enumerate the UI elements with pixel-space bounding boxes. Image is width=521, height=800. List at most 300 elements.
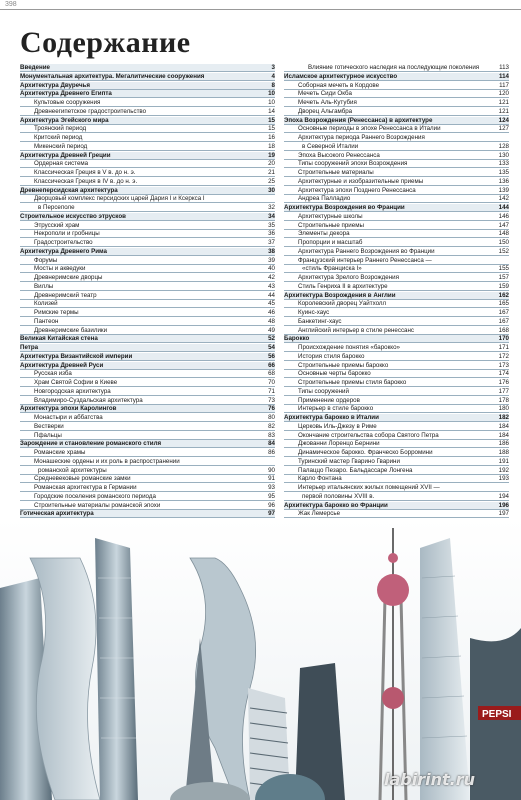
page-number: 398 bbox=[5, 1, 17, 8]
toc-entry-title: Барокко bbox=[284, 335, 310, 343]
toc-entry[interactable] bbox=[20, 125, 275, 133]
toc-entry-title: Монашеские ордены и их роль в распространении bbox=[34, 457, 180, 465]
toc-entry[interactable] bbox=[284, 108, 509, 116]
toc-entry-title: Пфальцы bbox=[34, 431, 62, 439]
toc-entry[interactable] bbox=[284, 152, 509, 160]
toc-entry[interactable] bbox=[284, 370, 509, 378]
toc-entry-title: Виллы bbox=[34, 282, 54, 290]
toc-entry-page: 10 bbox=[268, 90, 275, 98]
toc-entry-title: Зарождение и становление романского стиля bbox=[20, 440, 162, 448]
toc-entry-page: 52 bbox=[268, 335, 275, 343]
toc-entry[interactable] bbox=[20, 117, 275, 125]
toc-entry-page: 170 bbox=[498, 335, 509, 343]
toc-entry-page: 147 bbox=[498, 221, 509, 229]
toc-entry-title: Архитектурные школы bbox=[298, 212, 363, 220]
toc-entry-page: 121 bbox=[498, 107, 509, 115]
toc-entry[interactable] bbox=[20, 309, 275, 317]
toc-entry[interactable] bbox=[20, 388, 275, 396]
toc-entry-page: 54 bbox=[268, 344, 275, 351]
toc-entry[interactable] bbox=[284, 134, 509, 142]
toc-entry-page: 186 bbox=[498, 440, 509, 448]
toc-entry-title: Архитектура эпохи Каролингов bbox=[20, 405, 117, 413]
toc-entry-title: Жак Лемерсье bbox=[298, 510, 341, 518]
toc-entry-page: 68 bbox=[268, 370, 275, 378]
toc-entry-page: 191 bbox=[498, 457, 509, 465]
toc-entry[interactable] bbox=[20, 405, 275, 413]
toc-entry-page: 117 bbox=[499, 81, 509, 89]
toc-entry-title: Французский интерьер Раннего Ренессанса — bbox=[298, 256, 432, 264]
toc-entry-title: Динамическое барокко. Франческо Борромини bbox=[298, 449, 433, 456]
toc-entry-title: Архитектура Византийской империи bbox=[20, 352, 133, 360]
toc-entry-page: 19 bbox=[268, 151, 275, 159]
toc-entry[interactable] bbox=[20, 440, 275, 448]
toc-entry-title: Дворцовый комплекс персидских царей Дария I и Ксеркса I bbox=[34, 195, 205, 203]
toc-entry[interactable] bbox=[284, 82, 509, 90]
toc-entry-title: Дворец Альгамбра bbox=[298, 107, 353, 115]
toc-entry-title: Архитектура эпохи Позднего Ренессанса bbox=[298, 186, 416, 194]
toc-entry-page: 84 bbox=[268, 440, 275, 448]
toc-entry-page: 97 bbox=[268, 510, 275, 518]
toc-entry[interactable] bbox=[284, 73, 509, 81]
toc-entry[interactable] bbox=[284, 248, 509, 256]
toc-entry-title: Джованни Лоренцо Бернини bbox=[298, 440, 380, 448]
toc-entry-page: 150 bbox=[498, 239, 509, 246]
toc-entry[interactable] bbox=[20, 143, 275, 151]
toc-entry-page: 91 bbox=[268, 475, 275, 483]
toc-entry-title: Туринский мастер Гварино Гварини bbox=[298, 457, 400, 465]
toc-entry[interactable] bbox=[20, 292, 275, 300]
toc-entry-page: 167 bbox=[498, 309, 509, 316]
toc-entry-page: 14 bbox=[268, 107, 275, 115]
toc-entry-title: Мосты и акведуки bbox=[34, 265, 86, 273]
toc-entry[interactable] bbox=[284, 423, 509, 431]
toc-entry-title: Древнеперсидская архитектура bbox=[20, 186, 118, 194]
toc-entry[interactable] bbox=[284, 388, 509, 396]
toc-entry[interactable] bbox=[284, 64, 509, 72]
toc-entry[interactable] bbox=[20, 484, 275, 492]
toc-entry[interactable] bbox=[284, 397, 509, 405]
toc-entry-page: 114 bbox=[499, 72, 509, 80]
toc-entry-title: Элементы декора bbox=[298, 230, 350, 238]
toc-entry-title: Средневековые романские замки bbox=[34, 475, 131, 483]
toc-entry-title: Королевский дворец Уайтхолл bbox=[298, 300, 387, 308]
toc-entry-title: Строительные приемы стиля барокко bbox=[298, 379, 407, 386]
toc-entry-page: 35 bbox=[268, 221, 275, 229]
toc-entry-title: Строительные приемы барокко bbox=[298, 361, 389, 369]
toc-entry-title: Андреа Палладио bbox=[298, 195, 351, 203]
toc-entry[interactable] bbox=[20, 178, 275, 186]
toc-entry[interactable] bbox=[20, 458, 275, 466]
toc-entry-page: 21 bbox=[268, 169, 275, 176]
toc-entry-title: Великая Китайская стена bbox=[20, 335, 98, 343]
toc-entry-page: 180 bbox=[498, 405, 509, 413]
toc-entry-title: Архитектура Зрелого Возрождения bbox=[298, 274, 399, 281]
toc-entry-title: Интерьер в стиле барокко bbox=[298, 405, 374, 413]
toc-entry-page: 177 bbox=[498, 387, 509, 395]
toc-entry-page: 15 bbox=[268, 125, 275, 133]
toc-entry-page: 176 bbox=[498, 379, 509, 386]
toc-entry-page: 18 bbox=[268, 142, 275, 150]
toc-entry-page: 155 bbox=[498, 265, 509, 273]
toc-entry[interactable] bbox=[284, 379, 509, 387]
toc-entry-page: 39 bbox=[268, 256, 275, 264]
toc-entry-title: Вестверки bbox=[34, 422, 64, 430]
toc-entry-page: 45 bbox=[268, 300, 275, 308]
toc-entry-page: 71 bbox=[268, 387, 275, 395]
toc-entry[interactable] bbox=[20, 99, 275, 107]
toc-entry-title: Этрусский храм bbox=[34, 221, 80, 229]
toc-entry[interactable] bbox=[284, 353, 509, 361]
toc-entry-title: Культовые сооружения bbox=[34, 99, 101, 106]
toc-entry[interactable] bbox=[284, 300, 509, 308]
toc-entry-page: 38 bbox=[268, 247, 275, 255]
toc-entry-title: Банкетинг-хаус bbox=[298, 317, 342, 325]
toc-entry[interactable] bbox=[20, 195, 275, 203]
toc-entry-page: 34 bbox=[268, 212, 275, 220]
toc-entry-page: 49 bbox=[268, 326, 275, 334]
toc-entry[interactable] bbox=[20, 327, 275, 335]
toc-entry-page: 182 bbox=[498, 414, 509, 421]
toc-entry[interactable] bbox=[20, 265, 275, 273]
toc-entry-title: первой половины XVIII в. bbox=[302, 492, 375, 500]
toc-entry-title: История стиля барокко bbox=[298, 352, 365, 360]
toc-entry-page: 197 bbox=[498, 510, 509, 518]
toc-entry[interactable] bbox=[284, 222, 509, 230]
toc-entry[interactable] bbox=[284, 414, 509, 422]
toc-entry[interactable] bbox=[20, 493, 275, 501]
toc-entry-page: 82 bbox=[268, 422, 275, 430]
toc-entry[interactable] bbox=[20, 160, 275, 168]
toc-entry-page: 56 bbox=[268, 352, 275, 360]
toc-entry[interactable] bbox=[284, 213, 509, 221]
skyline-illustration bbox=[0, 518, 521, 800]
toc-entry-page: 162 bbox=[498, 291, 509, 299]
toc-entry[interactable] bbox=[284, 187, 509, 195]
toc-entry-page: 133 bbox=[498, 160, 509, 168]
toc-entry[interactable] bbox=[284, 178, 509, 186]
toc-entry-page: 48 bbox=[268, 317, 275, 325]
toc-entry-page: 37 bbox=[268, 239, 275, 246]
toc-entry-title: Древнеримский театр bbox=[34, 291, 97, 299]
toc-entry[interactable] bbox=[284, 257, 509, 265]
toc-entry-title: Троянский период bbox=[34, 125, 87, 133]
toc-entry-title: Типы сооружений эпохи Возрождения bbox=[298, 160, 408, 168]
toc-entry-page: 159 bbox=[498, 282, 509, 290]
toc-entry-title: Романская архитектура в Германии bbox=[34, 484, 137, 491]
toc-entry-page: 83 bbox=[268, 431, 275, 439]
toc-entry[interactable] bbox=[284, 283, 509, 291]
toc-entry[interactable] bbox=[284, 195, 509, 203]
toc-entry-title: Куинс-хаус bbox=[298, 309, 330, 316]
toc-entry-title: Типы сооружений bbox=[298, 387, 349, 395]
toc-entry-title: Архитектура периода Раннего Возрождения bbox=[298, 134, 425, 141]
toc-entry-title: Архитектура Древней Руси bbox=[20, 361, 104, 369]
toc-entry-title: Происхождение понятия «барокко» bbox=[298, 344, 400, 351]
toc-entry-title: Интерьер итальянских жилых помещений XVII — bbox=[298, 484, 440, 491]
toc-entry[interactable] bbox=[20, 318, 275, 326]
toc-entry-title: Строительные материалы романской эпохи bbox=[34, 501, 161, 509]
toc-entry-title: Основные периоды в эпохе Ренессанса в Италии bbox=[298, 125, 441, 133]
toc-entry[interactable] bbox=[20, 414, 275, 422]
toc-entry-title: Карло Фонтана bbox=[298, 475, 342, 483]
toc-entry[interactable] bbox=[20, 213, 275, 221]
toc-entry-title: Эпоха Высокого Ренессанса bbox=[298, 151, 380, 159]
toc-entry-page: 142 bbox=[498, 195, 509, 203]
toc-entry-page: 20 bbox=[268, 160, 275, 168]
toc-entry[interactable] bbox=[284, 502, 509, 510]
toc-entry-page: 120 bbox=[498, 90, 509, 98]
toc-entry-title: Церковь Иль-Джезу в Риме bbox=[298, 422, 377, 430]
toc-entry-page: 121 bbox=[498, 99, 509, 106]
toc-entry[interactable] bbox=[284, 405, 509, 413]
toc-entry-title: Архитектура Древнего Рима bbox=[20, 247, 107, 255]
toc-entry[interactable] bbox=[20, 64, 275, 72]
toc-entry-page: 127 bbox=[498, 125, 509, 133]
toc-entry[interactable] bbox=[20, 449, 275, 457]
toc-entry-title: Строительные приемы bbox=[298, 221, 364, 229]
toc-entry-page: 196 bbox=[498, 501, 509, 509]
toc-entry-page: 144 bbox=[498, 204, 509, 211]
toc-entry[interactable] bbox=[20, 134, 275, 142]
toc-entry[interactable] bbox=[284, 449, 509, 457]
toc-entry[interactable] bbox=[284, 265, 509, 273]
toc-entry-title: Некрополи и гробницы bbox=[34, 230, 100, 238]
toc-entry[interactable] bbox=[284, 99, 509, 107]
toc-entry-title: Влияние готического наследия на последующие поколения bbox=[308, 64, 480, 71]
toc-entry-title: Городские поселения романского периода bbox=[34, 492, 156, 500]
toc-entry-page: 194 bbox=[498, 492, 509, 500]
toc-entry-title: Исламское архитектурное искусство bbox=[284, 72, 398, 80]
toc-entry[interactable] bbox=[20, 187, 275, 195]
toc-entry-page: 8 bbox=[271, 81, 275, 89]
toc-entry[interactable] bbox=[20, 108, 275, 116]
toc-entry[interactable] bbox=[20, 73, 275, 81]
toc-entry[interactable] bbox=[284, 458, 509, 466]
toc-entry[interactable] bbox=[20, 344, 275, 352]
toc-entry-page: 172 bbox=[498, 352, 509, 360]
toc-entry-page: 43 bbox=[268, 282, 275, 290]
toc-entry-title: Древнеримские базилики bbox=[34, 326, 108, 334]
toc-entry[interactable] bbox=[284, 230, 509, 238]
toc-entry-page: 152 bbox=[498, 247, 509, 255]
toc-entry-title: Древнеегипетское градостроительство bbox=[34, 107, 147, 115]
toc-entry-title: Ордерная система bbox=[34, 160, 89, 168]
toc-entry[interactable] bbox=[20, 169, 275, 177]
toc-entry-title: Русская изба bbox=[34, 370, 72, 378]
toc-entry[interactable] bbox=[284, 169, 509, 177]
toc-entry[interactable] bbox=[20, 423, 275, 431]
toc-entry[interactable] bbox=[284, 362, 509, 370]
toc-entry-title: Микенский период bbox=[34, 142, 88, 150]
toc-entry-title: Петра bbox=[20, 344, 39, 351]
toc-entry-title: в Северной Италии bbox=[302, 142, 359, 150]
toc-entry-title: романской архитектуры bbox=[38, 466, 107, 474]
toc-entry-page: 184 bbox=[498, 422, 509, 430]
toc-entry-page: 165 bbox=[498, 300, 509, 308]
toc-entry[interactable] bbox=[284, 493, 509, 501]
toc-entry-title: Применение ордеров bbox=[298, 396, 360, 404]
toc-entry-page: 192 bbox=[498, 466, 509, 474]
toc-entry[interactable] bbox=[20, 239, 275, 247]
toc-entry-page: 188 bbox=[498, 449, 509, 456]
toc-entry[interactable] bbox=[20, 248, 275, 256]
toc-entry[interactable] bbox=[20, 300, 275, 308]
toc-entry-title: Готическая архитектура bbox=[20, 510, 94, 518]
toc-entry-page: 124 bbox=[498, 116, 509, 124]
toc-entry-page: 3 bbox=[271, 64, 275, 71]
toc-entry[interactable] bbox=[284, 117, 509, 125]
toc-entry[interactable] bbox=[20, 379, 275, 387]
toc-entry-page: 70 bbox=[268, 379, 275, 386]
toc-entry[interactable] bbox=[284, 475, 509, 483]
toc-entry-title: Основные черты барокко bbox=[298, 370, 371, 378]
toc-entry[interactable] bbox=[20, 82, 275, 90]
toc-entry-title: Строительное искусство этрусков bbox=[20, 212, 126, 220]
toc-entry-page: 95 bbox=[268, 492, 275, 500]
toc-entry[interactable] bbox=[284, 292, 509, 300]
toc-entry-page: 42 bbox=[268, 274, 275, 281]
toc-entry-page: 66 bbox=[268, 361, 275, 369]
toc-entry-title: Градостроительство bbox=[34, 239, 93, 246]
toc-entry-page: 130 bbox=[498, 151, 509, 159]
svg-text:PEPSI: PEPSI bbox=[482, 709, 512, 720]
toc-entry-page: 15 bbox=[268, 116, 275, 124]
toc-entry-title: Эпоха Возрождения (Ренессанса) в архитектуре bbox=[284, 116, 433, 124]
toc-entry[interactable] bbox=[284, 125, 509, 133]
toc-entry-title: Архитектура Древнего Египта bbox=[20, 90, 112, 98]
toc-entry[interactable] bbox=[284, 432, 509, 440]
toc-entry-title: «стиль Франциска I» bbox=[302, 265, 362, 273]
toc-entry-title: Храм Святой Софии в Киеве bbox=[34, 379, 118, 386]
toc-entry-page: 25 bbox=[268, 177, 275, 185]
toc-entry-title: Мечеть Аль-Кутубия bbox=[298, 99, 357, 106]
toc-entry[interactable] bbox=[20, 467, 275, 475]
toc-entry-page: 157 bbox=[498, 274, 509, 281]
toc-entry[interactable] bbox=[284, 143, 509, 151]
toc-entry-title: Палаццо Пезаро. Бальдассаре Лонгена bbox=[298, 466, 413, 474]
toc-entry-title: Римские термы bbox=[34, 309, 79, 316]
toc-entry-page: 76 bbox=[268, 405, 275, 413]
toc-entry[interactable] bbox=[284, 204, 509, 212]
toc-entry[interactable] bbox=[20, 230, 275, 238]
toc-entry-page: 44 bbox=[268, 291, 275, 299]
toc-entry-title: Форумы bbox=[34, 256, 58, 264]
toc-entry-title: Соборная мечеть в Кордове bbox=[298, 81, 380, 89]
toc-entry-page: 90 bbox=[268, 466, 275, 474]
toc-entry[interactable] bbox=[284, 318, 509, 326]
toc-entry[interactable] bbox=[20, 475, 275, 483]
toc-entry[interactable] bbox=[284, 274, 509, 282]
toc-entry[interactable] bbox=[20, 397, 275, 405]
toc-left-column bbox=[20, 64, 275, 580]
toc-entry-page: 93 bbox=[268, 484, 275, 491]
toc-entry[interactable] bbox=[284, 440, 509, 448]
toc-entry[interactable] bbox=[20, 257, 275, 265]
toc-entry[interactable] bbox=[284, 160, 509, 168]
toc-entry-title: Архитектурные и изобразительные приемы bbox=[298, 177, 424, 185]
toc-entry-page: 10 bbox=[268, 99, 275, 106]
toc-entry-title: Владимиро-Суздальская архитектура bbox=[34, 396, 143, 404]
toc-entry-title: в Персеполе bbox=[38, 204, 75, 211]
toc-entry-page: 30 bbox=[268, 186, 275, 194]
toc-entry-page: 128 bbox=[498, 142, 509, 150]
toc-entry-page: 184 bbox=[498, 431, 509, 439]
toc-entry-title: Архитектура барокко в Италии bbox=[284, 414, 379, 421]
watermark: labirint.ru bbox=[384, 770, 475, 789]
toc-entry[interactable] bbox=[284, 239, 509, 247]
toc-entry-page: 32 bbox=[268, 204, 275, 211]
toc-entry-page: 80 bbox=[268, 414, 275, 421]
toc-entry[interactable] bbox=[20, 90, 275, 98]
toc-entry[interactable] bbox=[20, 502, 275, 510]
toc-entry-title: Стиль Генриха II в архитектуре bbox=[298, 282, 388, 290]
toc-entry-title: Критский период bbox=[34, 134, 83, 141]
toc-entry-page: 193 bbox=[498, 475, 509, 483]
toc-entry-title: Архитектура Возрождения во Франции bbox=[284, 204, 405, 211]
toc-entry[interactable] bbox=[20, 335, 275, 343]
top-rule bbox=[0, 9, 521, 10]
toc-entry[interactable] bbox=[20, 353, 275, 361]
toc-entry-page: 167 bbox=[498, 317, 509, 325]
toc-entry[interactable] bbox=[20, 152, 275, 160]
toc-entry-title: Мечеть Сиди Окба bbox=[298, 90, 352, 98]
toc-entry[interactable] bbox=[284, 90, 509, 98]
toc-entry[interactable] bbox=[20, 362, 275, 370]
toc-entry[interactable] bbox=[20, 274, 275, 282]
toc-entry-page: 16 bbox=[268, 134, 275, 141]
toc-entry-title: Монастыри и аббатства bbox=[34, 414, 103, 421]
toc-entry-title: Архитектура Эгейского мира bbox=[20, 116, 109, 124]
toc-entry-title: Архитектура Возрождения в Англии bbox=[284, 291, 396, 299]
toc-entry-page: 173 bbox=[498, 361, 509, 369]
toc-entry-page: 135 bbox=[498, 169, 509, 176]
toc-entry-page: 96 bbox=[268, 501, 275, 509]
toc-entry-title: Колизей bbox=[34, 300, 58, 308]
toc-entry-page: 171 bbox=[498, 344, 509, 351]
toc-entry-page: 36 bbox=[268, 230, 275, 238]
toc-entry-page: 40 bbox=[268, 265, 275, 273]
toc-entry[interactable] bbox=[284, 344, 509, 352]
toc-entry[interactable] bbox=[20, 204, 275, 212]
toc-right-column bbox=[284, 64, 509, 563]
toc-entry-page: 146 bbox=[498, 212, 509, 220]
toc-entry[interactable] bbox=[20, 283, 275, 291]
toc-entry-title: Древнеримские дворцы bbox=[34, 274, 103, 281]
toc-entry[interactable] bbox=[20, 432, 275, 440]
toc-entry-page: 174 bbox=[498, 370, 509, 378]
toc-entry-title: Новгородская архитектура bbox=[34, 387, 111, 395]
toc-entry[interactable] bbox=[284, 327, 509, 335]
toc-entry-title: Пропорции и масштаб bbox=[298, 239, 363, 246]
toc-entry-title: Классическая Греция в IV в. до н. э. bbox=[34, 177, 138, 185]
toc-entry[interactable] bbox=[284, 484, 509, 492]
toc-entry-page: 4 bbox=[271, 72, 275, 80]
toc-entry[interactable] bbox=[20, 370, 275, 378]
toc-entry-title: Пантеон bbox=[34, 317, 59, 325]
toc-entry-page: 148 bbox=[498, 230, 509, 238]
toc-entry[interactable] bbox=[284, 309, 509, 317]
toc-entry-page: 113 bbox=[499, 64, 509, 71]
toc-entry-page: 168 bbox=[498, 326, 509, 334]
toc-entry-title: Романские храмы bbox=[34, 449, 86, 456]
toc-entry-title: Строительные материалы bbox=[298, 169, 374, 176]
toc-entry[interactable] bbox=[284, 335, 509, 343]
toc-entry-title: Монументальная архитектура. Мегалитические сооружения bbox=[20, 72, 205, 80]
toc-entry[interactable] bbox=[284, 467, 509, 475]
page-title: Содержание bbox=[20, 26, 191, 59]
toc-entry[interactable] bbox=[20, 222, 275, 230]
toc-entry-title: Архитектура Двуречья bbox=[20, 81, 90, 89]
